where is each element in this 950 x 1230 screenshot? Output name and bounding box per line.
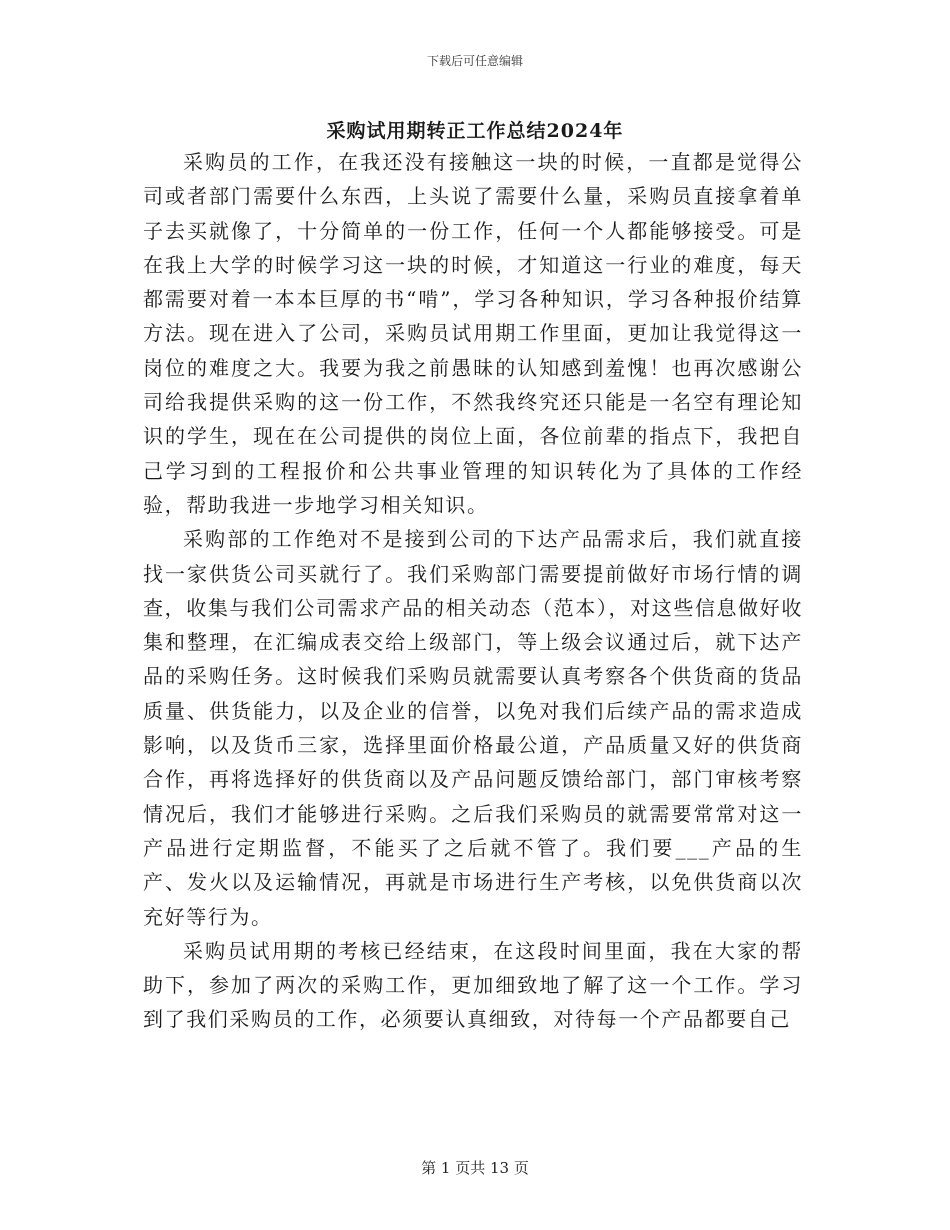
paragraph-3: 采购员试用期的考核已经结束，在这段时间里面，我在大家的帮助下，参加了两次的采购工作，更加细致地了解了这一个工作。学习到了我们采购员的工作，必须要认真细致，对待每一个产品都要自己: [143, 938, 803, 1032]
header-note: 下载后可任意编辑: [426, 54, 523, 68]
document-body: [143, 145, 803, 1037]
paragraph-1: 采购员的工作，在我还没有接触这一块的时候，一直都是觉得公司或者部门需要什么东西，上头说了需要什么量，采购员直接拿着单子去买就像了，十分简单的一份工作，任何一个人都能够接受。可是在我上大学的时候学习这一块的时候，才知道这一行业的难度，每天都需要对着一本本巨厚的书“啃”，学习各种知识，学习各种报价结算方法。现在进入了公司，采购员试用期工作里面，更加让我觉得这一岗位的难度之大。我要为我之前愚昧的认知感到羞愧！也再次感谢公司给我提供采购的这一份工作，不然我终究还只能是一名空有理论知识的学生，现在在公司提供的岗位上面，各位前辈的指点下，我把自己学习到的工程报价和公共事业管理的知识转化为了具体的工作经验，帮助我进一步地学习相关知识。: [143, 150, 803, 517]
document-title: 采购试用期转正工作总结2024年: [326, 120, 624, 142]
paragraph-2: 采购部的工作绝对不是接到公司的下达产品需求后，我们就直接找一家供货公司买就行了。我们采购部门需要提前做好市场行情的调查，收集与我们公司需求产品的相关动态（范本），对这些信息做好收集和整理，在汇编成表交给上级部门，等上级会议通过后，就下达产品的采购任务。这时候我们采购员就需要认真考察各个供货商的货品质量、供货能力，以及企业的信誉，以免对我们后续产品的需求造成影响，以及货币三家，选择里面价格最公道，产品质量又好的供货商合作，再将选择好的供货商以及产品问题反馈给部门，部门审核考察情况后，我们才能够进行采购。之后我们采购员的就需要常常对这一产品进行定期监督，不能买了之后就不管了。我们要___产品的生产、发火以及运输情况，再就是市场进行生产考核，以免供货商以次充好等行为。: [143, 527, 803, 929]
page-footer: 第 1 页共 13 页: [421, 1159, 529, 1177]
